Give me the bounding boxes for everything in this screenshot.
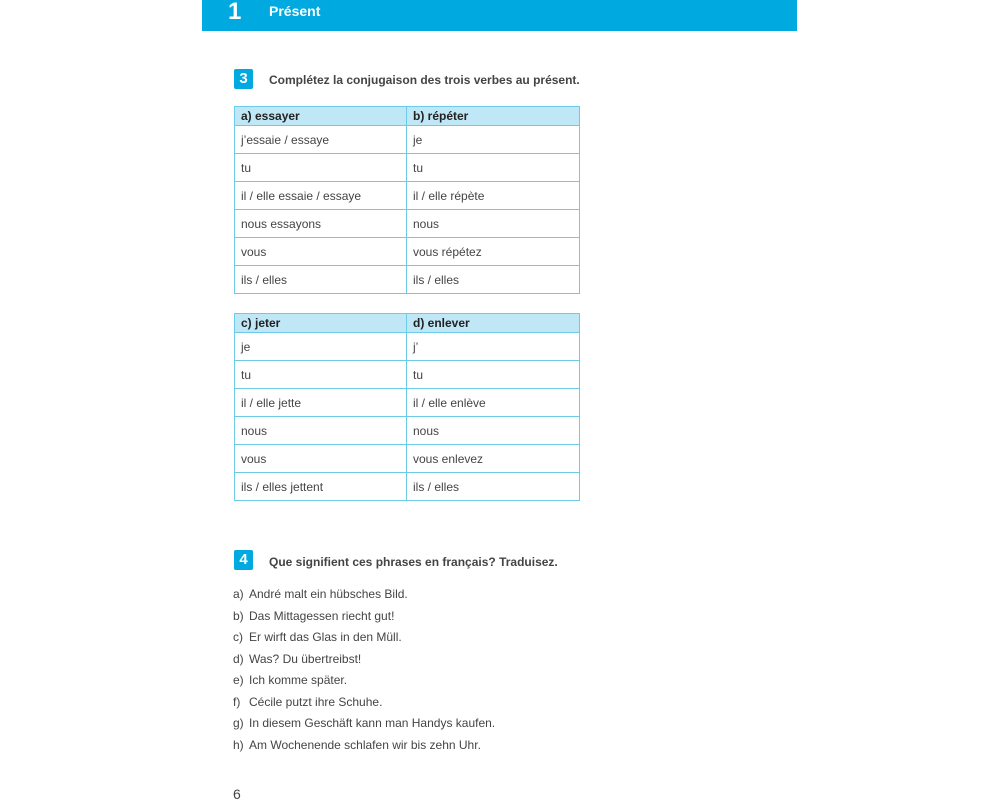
list-item — [233, 627, 495, 649]
table-cell: tu — [407, 361, 580, 389]
table-cell: tu — [407, 154, 580, 182]
sentence-text: André malt ein hübsches Bild. — [249, 587, 408, 601]
table-cell: vous répétez — [407, 238, 580, 266]
table-cell: il / elle enlève — [407, 389, 580, 417]
table-row — [235, 473, 580, 501]
table-cell: il / elle jette — [235, 389, 407, 417]
list-item — [233, 606, 495, 628]
table-row — [235, 126, 580, 154]
sentence-text: Das Mittagessen riecht gut! — [249, 608, 395, 623]
table-cell: nous — [407, 417, 580, 445]
conjugation-table-1 — [234, 106, 580, 294]
table-row — [235, 266, 580, 294]
table-header-row — [235, 314, 580, 333]
table-header-cell: b) répéter — [407, 107, 580, 126]
sentence-letter: h) — [233, 737, 244, 752]
chapter-title: Présent — [269, 3, 321, 19]
chapter-number: 1 — [228, 0, 242, 25]
sentence-text: Was? Du übertreibst! — [249, 651, 362, 666]
sentence-letter: b) — [233, 608, 244, 623]
table-header-row — [235, 107, 580, 126]
exercise-3-badge: 3 — [234, 69, 253, 89]
sentence-letter: d) — [233, 651, 244, 666]
sentence-letter: c) — [233, 630, 243, 644]
table-cell: je — [407, 126, 580, 154]
table-row — [235, 154, 580, 182]
page-number: 6 — [233, 786, 241, 802]
table-cell: vous — [235, 445, 407, 473]
table-cell: tu — [235, 361, 407, 389]
exercise-4-badge: 4 — [234, 550, 253, 570]
table-cell: je — [235, 333, 407, 361]
table-cell: nous essayons — [235, 210, 407, 238]
sentence-list — [233, 584, 495, 756]
table-cell: ils / elles — [407, 266, 580, 294]
sentence-text: Cécile putzt ihre Schuhe. — [249, 694, 383, 709]
table-cell: j’ — [407, 333, 580, 361]
table-header-cell: d) enlever — [407, 314, 580, 333]
table-row — [235, 417, 580, 445]
table-cell: tu — [235, 154, 407, 182]
table-row — [235, 445, 580, 473]
sentence-letter: f) — [233, 694, 241, 709]
table-cell: il / elle répète — [407, 182, 580, 210]
table-cell: ils / elles jettent — [235, 473, 407, 501]
sentence-text: In diesem Geschäft kann man Handys kaufen. — [249, 716, 496, 730]
exercise-4-instruction: Que signifient ces phrases en français? Traduisez. — [269, 555, 558, 569]
sentence-letter: g) — [233, 716, 244, 730]
table-header-cell: a) essayer — [235, 107, 407, 126]
table-cell: vous enlevez — [407, 445, 580, 473]
list-item — [233, 649, 495, 671]
table-row — [235, 210, 580, 238]
table-cell: j’essaie / essaye — [235, 126, 407, 154]
table-cell: ils / elles — [235, 266, 407, 294]
table-cell: nous — [235, 417, 407, 445]
table-row — [235, 361, 580, 389]
sentence-text: Er wirft das Glas in den Müll. — [249, 630, 402, 644]
exercise-3-instruction: Complétez la conjugaison des trois verbes au présent. — [269, 73, 580, 87]
conjugation-table-2 — [234, 313, 580, 501]
table-cell: nous — [407, 210, 580, 238]
table-cell: il / elle essaie / essaye — [235, 182, 407, 210]
list-item — [233, 735, 495, 757]
chapter-header — [202, 0, 797, 31]
sentence-text: Ich komme später. — [249, 673, 348, 687]
sentence-text: Am Wochenende schlafen wir bis zehn Uhr. — [249, 737, 481, 752]
list-item — [233, 584, 495, 606]
table-cell: ils / elles — [407, 473, 580, 501]
table-row — [235, 333, 580, 361]
table-row — [235, 389, 580, 417]
table-row — [235, 182, 580, 210]
sentence-letter: e) — [233, 673, 244, 687]
sentence-letter: a) — [233, 587, 244, 601]
list-item — [233, 692, 495, 714]
list-item — [233, 670, 495, 692]
list-item — [233, 713, 495, 735]
table-cell: vous — [235, 238, 407, 266]
table-header-cell: c) jeter — [235, 314, 407, 333]
table-row — [235, 238, 580, 266]
